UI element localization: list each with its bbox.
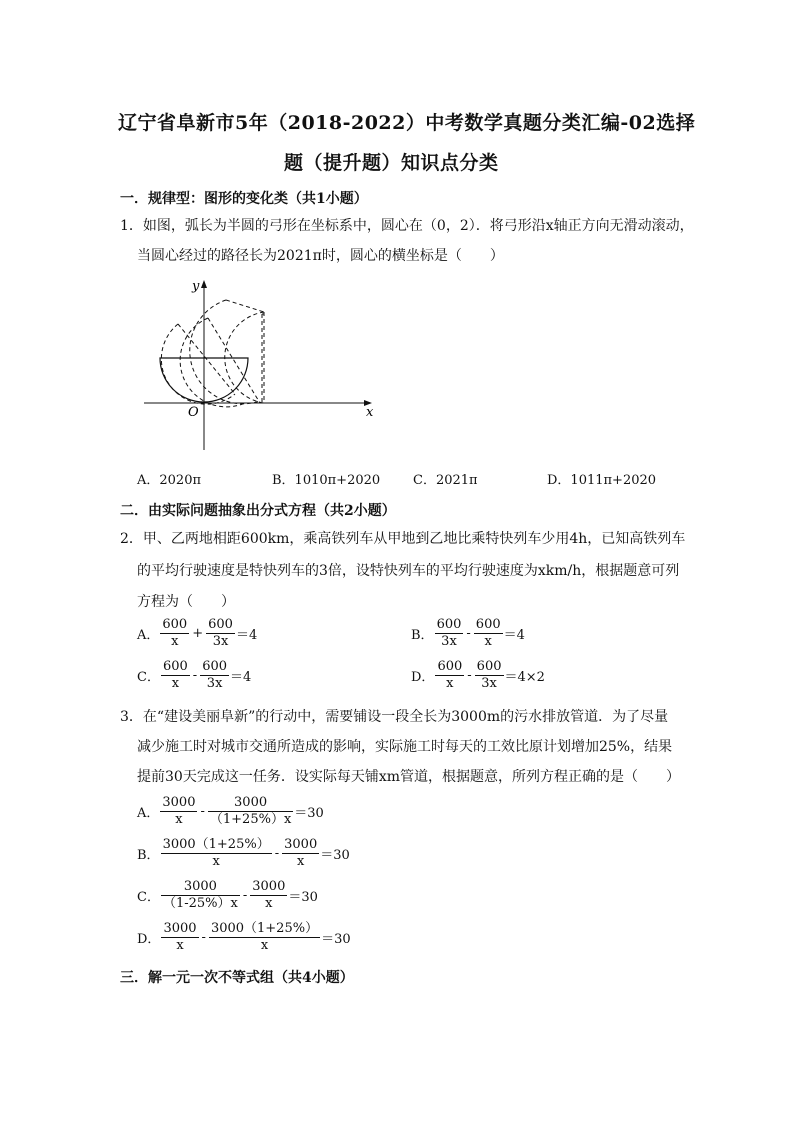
- option-label: A．: [137, 628, 160, 643]
- q1-option-a[interactable]: A．2020π: [137, 473, 202, 488]
- q2-option-a[interactable]: [137, 617, 257, 650]
- q1-option-d[interactable]: D．1011π+2020: [547, 473, 657, 488]
- q3-option-c[interactable]: [137, 879, 318, 912]
- q3-text-line1: 3．在“建设美丽阜新”的行动中，需要铺设一段全长为3000m的污水排放管道．为了尽量: [120, 709, 669, 725]
- rhs: ＝4: [235, 628, 258, 643]
- page-title-line1: 辽宁省阜新市5年（2018-2022）中考数学真题分类汇编-02选择: [118, 112, 696, 134]
- operator: +: [192, 626, 204, 641]
- q1-text-line2: 当圆心经过的路径长为2021π时，圆心的横坐标是（ ）: [137, 248, 504, 264]
- operator: -: [242, 888, 248, 903]
- page-title-line2: 题（提升题）知识点分类: [284, 152, 499, 174]
- rhs: ＝4: [230, 670, 252, 685]
- fraction: $\frac{600}{x}$: [162, 659, 188, 691]
- rhs: ＝30: [288, 890, 318, 905]
- fraction: $\frac{3000}{x}$: [162, 795, 196, 827]
- fraction: $\frac{3000}{x}$: [284, 837, 318, 869]
- section-heading-2: 二．由实际问题抽象出分式方程（共2小题）: [120, 503, 396, 519]
- option-label: A．: [137, 806, 160, 821]
- fraction: $\frac{600}{x}$: [437, 659, 463, 691]
- q1-option-c[interactable]: C．2021π: [413, 473, 478, 488]
- q2-option-c[interactable]: [137, 659, 251, 692]
- fraction: $\frac{600}{3x}$: [436, 617, 462, 649]
- q1-text-line1: 1．如图，弧长为半圆的弓形在坐标系中，圆心在（0，2）．将弓形沿x轴正方向无滑动滚动，: [120, 218, 694, 234]
- fraction: $\frac{3000}{(1+25\%)x}$: [209, 795, 292, 827]
- q3-text-line2: 减少施工时对城市交通所造成的影响，实际施工时每天的工效比原计划增加25%，结果: [137, 739, 673, 755]
- q2-text-line2: 的平均行驶速度是特快列车的3倍，设特快列车的平均行驶速度为xkm/h，根据题意可列: [137, 563, 680, 579]
- x-axis-label: x: [366, 405, 374, 420]
- q3-option-a[interactable]: [137, 795, 324, 828]
- fraction: $\frac{600}{3x}$: [202, 659, 228, 691]
- rhs: ＝4×2: [504, 670, 545, 685]
- option-label: B．: [411, 628, 434, 643]
- operator: -: [201, 930, 206, 945]
- fraction: $\frac{3000}{(1-25\%)x}$: [162, 879, 238, 911]
- rhs: ＝30: [320, 848, 350, 863]
- fraction: $\frac{3000}{x}$: [163, 921, 197, 953]
- q3-option-b[interactable]: [137, 837, 350, 870]
- operator: -: [200, 804, 205, 819]
- q2-option-d[interactable]: [411, 659, 545, 692]
- rolling-arc-1: [161, 324, 235, 404]
- rhs: ＝30: [321, 932, 351, 947]
- section-heading-3: 三．解一元一次不等式组（共4小题）: [120, 970, 354, 986]
- option-label: C．: [137, 890, 160, 905]
- fraction: $\frac{600}{x}$: [475, 617, 501, 649]
- fraction: $\frac{600}{3x}$: [208, 617, 233, 649]
- q3-text-line3: 提前30天完成这一任务．设实际每天铺xm管道，根据题意，所列方程正确的是（ ）: [137, 769, 680, 785]
- y-axis-arrow-icon: [201, 280, 207, 288]
- section-heading-1: 一．规律型：图形的变化类（共1小题）: [120, 191, 368, 207]
- fraction: $\frac{3000(1+25\%)}{x}$: [162, 837, 270, 869]
- fraction: $\frac{600}{x}$: [162, 617, 188, 649]
- origin-label: O: [188, 405, 199, 420]
- q2-text-line3: 方程为（ ）: [137, 594, 235, 610]
- option-label: D．: [137, 932, 161, 947]
- rhs: ＝4: [503, 628, 525, 643]
- option-label: D．: [411, 670, 435, 685]
- operator: -: [467, 668, 472, 683]
- q1-option-b[interactable]: B．1010π+2020: [272, 473, 381, 488]
- option-label: B．: [137, 848, 160, 863]
- q1-figure: [140, 278, 380, 454]
- fraction: $\frac{3000(1+25\%)}{x}$: [210, 921, 319, 953]
- operator: -: [466, 626, 471, 641]
- fraction: $\frac{3000}{x}$: [252, 879, 286, 911]
- y-axis-label: y: [192, 279, 200, 294]
- option-label: C．: [137, 670, 160, 685]
- q2-option-b[interactable]: [411, 617, 525, 650]
- q2-text-line1: 2．甲、乙两地相距600km，乘高铁列车从甲地到乙地比乘特快列车少用4h，已知高铁列车: [120, 531, 686, 547]
- rhs: ＝30: [294, 806, 324, 821]
- operator: -: [274, 846, 280, 861]
- q3-option-d[interactable]: [137, 921, 351, 954]
- operator: -: [192, 668, 198, 683]
- fraction: $\frac{600}{3x}$: [476, 659, 502, 691]
